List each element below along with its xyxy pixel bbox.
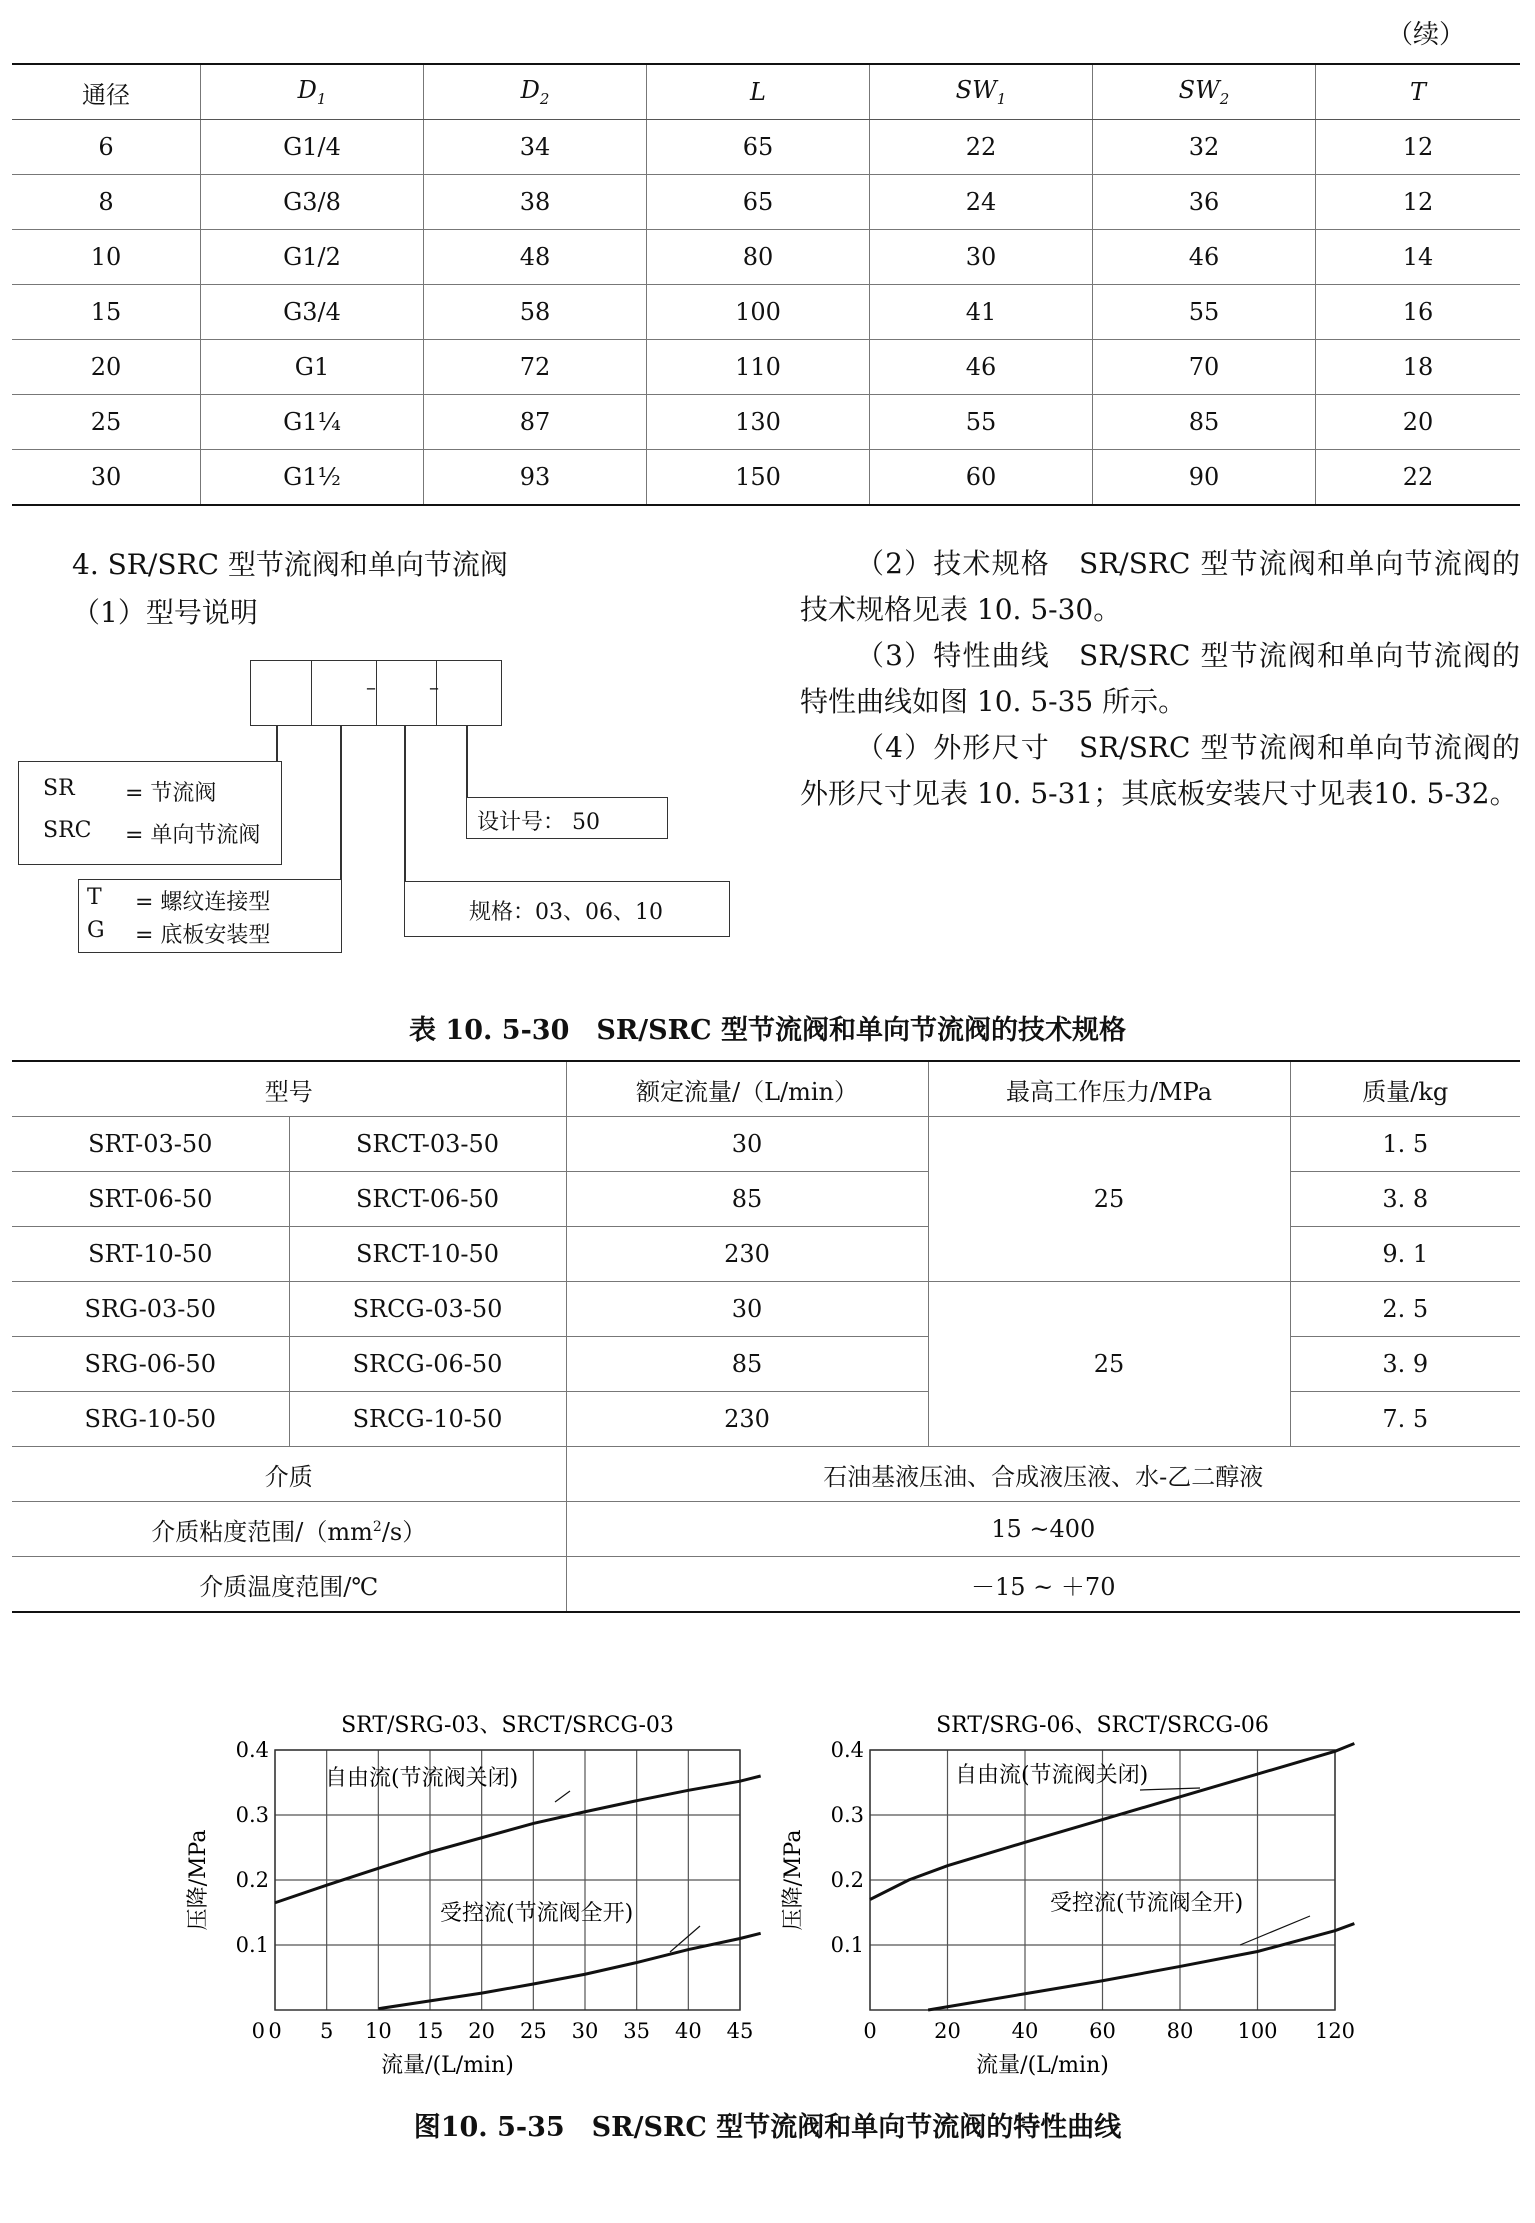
table-row [12,1227,1520,1282]
x-tick-label: 0 [863,2019,877,2043]
x-tick-label: 30 [571,2019,599,2043]
table-cell: G1¼ [201,395,424,450]
y-axis-label: 压降/MPa [781,1829,806,1931]
table-cell: 25 [12,395,201,450]
x-axis-label: 流量/(L/min) [976,2053,1109,2078]
paragraph-tech-spec: （2）技术规格 SR/SRC 型节流阀和单向节流阀的技术规格见表 10. 5-30。 [800,547,1520,626]
table-row [12,120,1520,175]
table-cell: SRCT-10-50 [289,1227,566,1282]
x-tick-label: 80 [1166,2019,1194,2043]
medium-value: 石油基液压油、合成液压液、水-乙二醇液 [566,1447,1520,1502]
y-tick-label: 0.4 [830,1738,864,1762]
chart-title: SRT/SRG-06、SRCT/SRCG-06 [936,1713,1269,1738]
table-row [12,450,1520,506]
g-code: G [87,918,105,943]
series-controlled-flow-line [928,1924,1354,2010]
table-cell: G1½ [201,450,424,506]
temperature-label: 介质温度范围/℃ [12,1557,566,1613]
table-row [12,1392,1520,1447]
header-sw1: $SW_1$ [870,64,1093,120]
table-cell: SRCT-03-50 [289,1117,566,1172]
table-row [12,230,1520,285]
x-tick-label: 35 [623,2019,651,2043]
table-row [12,1447,1520,1502]
table-cell: 2. 5 [1290,1282,1520,1337]
viscosity-label: 介质粘度范围$/(mm^2/s)$ [12,1502,566,1557]
x-tick-label: 5 [319,2019,334,2043]
table-cell: 8 [12,175,201,230]
table-cell: 46 [870,340,1093,395]
header-mass: 质量/kg [1290,1061,1520,1117]
header-bore: 通径 [12,64,201,120]
x-tick-label: 45 [726,2019,754,2043]
sr-code: SR [43,776,75,801]
x-tick-label: 120 [1314,2019,1356,2043]
table-cell: 80 [647,230,870,285]
size-label: 规格：03、06、10 [469,900,663,925]
table-cell: 85 [566,1337,928,1392]
table-cell: 38 [424,175,647,230]
pressure-cell-g: 25 [928,1282,1290,1447]
table-cell: 36 [1093,175,1316,230]
table-row [12,340,1520,395]
table-row [12,1172,1520,1227]
table-cell: 3. 9 [1290,1337,1520,1392]
section-heading: 4. SR/SRC 型节流阀和单向节流阀 [72,548,508,581]
table-cell: SRCG-06-50 [289,1337,566,1392]
code-dash: – [366,675,376,699]
table-cell: 12 [1316,175,1521,230]
table-cell: 24 [870,175,1093,230]
table-cell: SRT-03-50 [12,1117,289,1172]
table-cell: G1/4 [201,120,424,175]
pressure-cell-t: 25 [928,1117,1290,1282]
table-cell: 70 [1093,340,1316,395]
x-tick-label: 100 [1237,2019,1278,2043]
table-cell: 60 [870,450,1093,506]
table-cell: 18 [1316,340,1521,395]
connector-line [404,725,406,881]
x-tick-label: 20 [934,2019,961,2043]
paragraph-curves: （3）特性曲线 SR/SRC 型节流阀和单向节流阀的特性曲线如图 10. 5-35 所示。 [800,639,1520,718]
table-cell: 230 [566,1227,928,1282]
x-tick-label: 10 [364,2019,392,2043]
dimensions-table [12,63,1520,506]
table-cell: SRG-03-50 [12,1282,289,1337]
table-cell: 58 [424,285,647,340]
design-number-box [466,797,668,839]
annotation-leader [1140,1788,1200,1790]
table-cell: 100 [647,285,870,340]
table-cell: 85 [1093,395,1316,450]
code-divider [311,661,312,725]
characteristic-curves-figure [0,1690,1535,2100]
table-cell: 55 [870,395,1093,450]
table-cell: SRCT-06-50 [289,1172,566,1227]
chart-06 [781,1713,1355,2078]
table-row [12,1557,1520,1613]
table-cell: 3. 8 [1290,1172,1520,1227]
chart-title: SRT/SRG-03、SRCT/SRCG-03 [341,1713,674,1738]
annotation-leader [555,1791,570,1802]
viscosity-value: 15 ~400 [566,1502,1520,1557]
header-model: 型号 [12,1061,566,1117]
x-tick-label: 40 [674,2019,702,2043]
t-code: T [87,885,102,910]
table-cell: 65 [647,120,870,175]
table-cell: 15 [12,285,201,340]
y-tick-label: 0.3 [830,1803,864,1827]
table-cell: SRG-06-50 [12,1337,289,1392]
table-cell: 150 [647,450,870,506]
table-cell: 32 [1093,120,1316,175]
table-cell: 6 [12,120,201,175]
table-cell: SRCG-03-50 [289,1282,566,1337]
spec-table [12,1060,1520,1613]
table-cell: 12 [1316,120,1521,175]
x-tick-label: 20 [468,2019,496,2043]
temperature-value: －15 ~ ＋70 [566,1557,1520,1613]
y-axis-label: 压降/MPa [186,1829,211,1931]
table-cell: 20 [1316,395,1521,450]
table-cell: 20 [12,340,201,395]
subsection-heading: （1）型号说明 [72,596,258,629]
origin-label: 0 [251,2019,265,2043]
table-cell: G3/4 [201,285,424,340]
table-row [12,175,1520,230]
table-row [12,1282,1520,1337]
table-cell: 90 [1093,450,1316,506]
table-cell: 10 [12,230,201,285]
type-legend-box [18,761,282,865]
t-desc: = 螺纹连接型 [135,890,271,915]
table-cell: 110 [647,340,870,395]
src-code: SRC [43,818,92,843]
header-d1: $D_1$ [201,64,424,120]
y-tick-label: 0.1 [235,1933,269,1957]
table-cell: 46 [1093,230,1316,285]
y-tick-label: 0.2 [235,1868,269,1892]
code-dash: – [429,675,439,699]
table-cell: 1. 5 [1290,1117,1520,1172]
figure-caption: 图10. 5-35 SR/SRC 型节流阀和单向节流阀的特性曲线 [413,2112,1122,2143]
header-d2: $D_2$ [424,64,647,120]
header-flow: 额定流量/（L/min） [566,1061,928,1117]
series-label: 自由流(节流阀关闭) [955,1763,1149,1788]
y-tick-label: 0.1 [830,1933,864,1957]
table-cell: 72 [424,340,647,395]
x-tick-label: 40 [1011,2019,1039,2043]
table-cell: 48 [424,230,647,285]
medium-label: 介质 [12,1447,566,1502]
series-label: 自由流(节流阀关闭) [325,1766,519,1791]
table-cell: G1 [201,340,424,395]
y-tick-label: 0.4 [235,1738,269,1762]
x-tick-label: 0 [268,2019,282,2043]
table-cell: 93 [424,450,647,506]
series-label: 受控流(节流阀全开) [440,1901,634,1926]
table-cell: 7. 5 [1290,1392,1520,1447]
table-cell: 34 [424,120,647,175]
table-cell: SRT-10-50 [12,1227,289,1282]
table-header-row [12,64,1520,120]
y-tick-label: 0.2 [830,1868,864,1892]
table-cell: 30 [12,450,201,506]
header-l: L [647,64,870,120]
x-tick-label: 15 [416,2019,444,2043]
table-header-row [12,1061,1520,1117]
table-cell: SRG-10-50 [12,1392,289,1447]
table-cell: 14 [1316,230,1521,285]
chart-03 [186,1713,761,2078]
table-cell: 9. 1 [1290,1227,1520,1282]
continued-label: （续） [1386,20,1465,50]
size-box [404,881,730,937]
table-cell: SRCG-10-50 [289,1392,566,1447]
header-pressure: 最高工作压力/MPa [928,1061,1290,1117]
table-cell: 30 [870,230,1093,285]
x-tick-label: 60 [1089,2019,1116,2043]
table-cell: 22 [870,120,1093,175]
table-caption: 表 10. 5-30 SR/SRC 型节流阀和单向节流阀的技术规格 [409,1015,1126,1046]
x-axis-label: 流量/(L/min) [381,2053,514,2078]
x-tick-label: 25 [519,2019,547,2043]
table-cell: G3/8 [201,175,424,230]
table-row [12,1502,1520,1557]
table-cell: 230 [566,1392,928,1447]
table-cell: 16 [1316,285,1521,340]
code-divider [376,661,377,725]
table-cell: SRT-06-50 [12,1172,289,1227]
spec-paragraphs [800,541,1520,817]
table-cell: 22 [1316,450,1521,506]
header-sw2: $SW_2$ [1093,64,1316,120]
table-row [12,1337,1520,1392]
table-cell: 30 [566,1282,928,1337]
table-cell: 87 [424,395,647,450]
design-number-label: 设计号： 50 [477,810,600,835]
model-code-box [250,660,502,726]
header-t: T [1316,64,1521,120]
table-row [12,395,1520,450]
table-cell: 30 [566,1117,928,1172]
paragraph-dimensions: （4）外形尺寸 SR/SRC 型节流阀和单向节流阀的外形尺寸见表 10. 5-31；其底板安装尺寸见表10. 5-32。 [800,731,1520,810]
table-cell: 130 [647,395,870,450]
table-cell: 65 [647,175,870,230]
table-row [12,285,1520,340]
table-cell: G1/2 [201,230,424,285]
connector-line [466,725,468,797]
table-cell: 85 [566,1172,928,1227]
connector-line [340,725,342,879]
table-cell: 41 [870,285,1093,340]
sr-desc: = 节流阀 [125,781,217,806]
table-row [12,1117,1520,1172]
src-desc: = 单向节流阀 [125,823,261,848]
table-cell: 55 [1093,285,1316,340]
mounting-legend-box [78,879,342,953]
series-label: 受控流(节流阀全开) [1050,1891,1244,1916]
connector-line [276,725,278,761]
g-desc: = 底板安装型 [135,923,271,948]
y-tick-label: 0.3 [235,1803,269,1827]
